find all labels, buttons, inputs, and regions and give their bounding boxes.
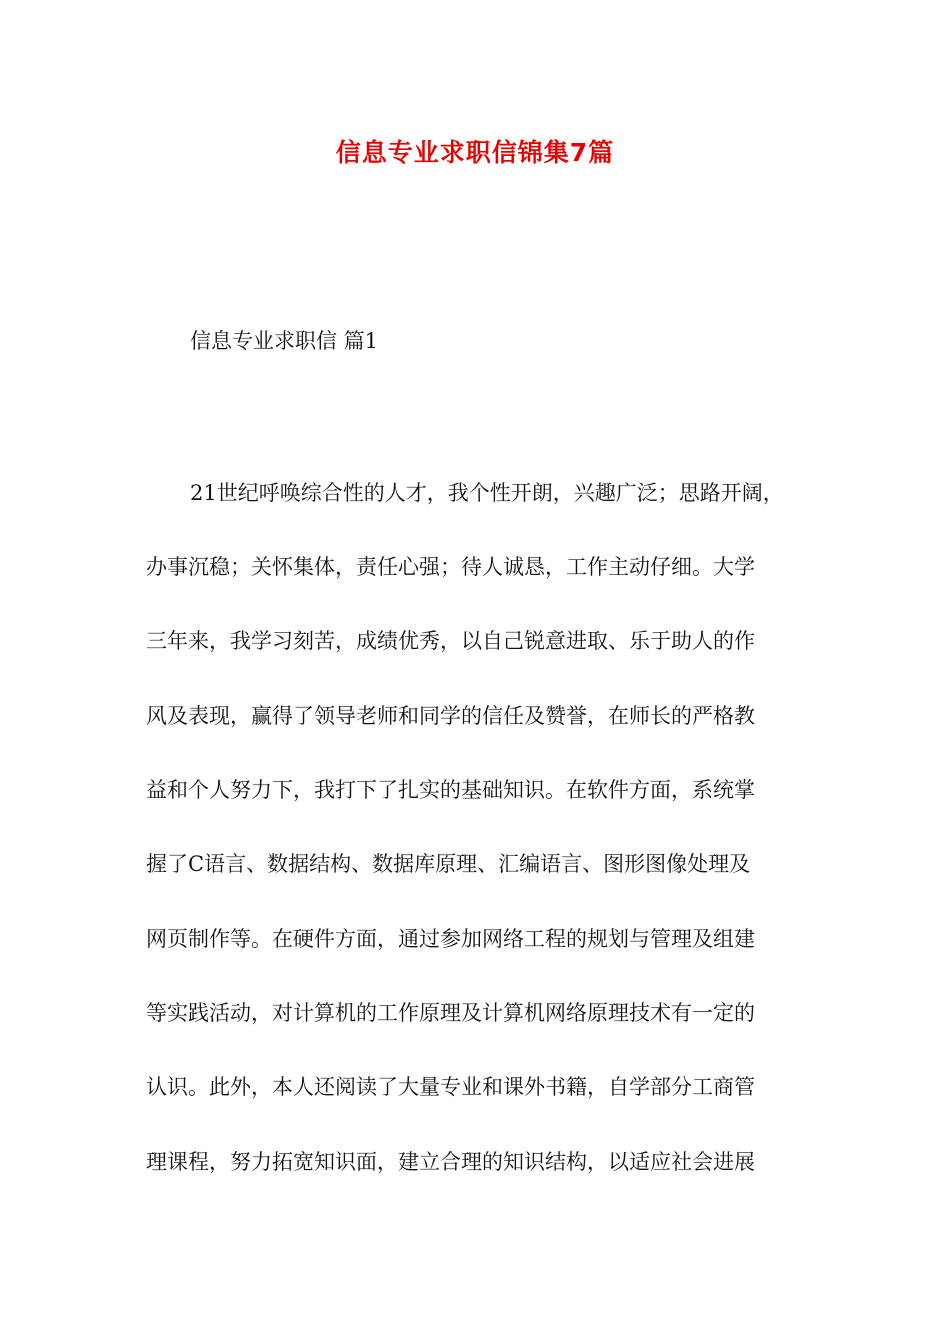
body-line: 理课程，努力拓宽知识面，建立合理的知识结构，以适应社会进展 xyxy=(146,1150,755,1174)
section-heading: 信息专业求职信 篇1 xyxy=(190,329,379,353)
body-line: 办事沉稳；关怀集体，责任心强；待人诚恳，工作主动仔细。大学 xyxy=(146,555,755,579)
body-line: 等实践活动，对计算机的工作原理及计算机网络原理技术有一定的 xyxy=(146,1001,755,1025)
body-line: 网页制作等。在硬件方面，通过参加网络工程的规划与管理及组建 xyxy=(146,927,755,951)
body-line: 认识。此外，本人还阅读了大量专业和课外书籍，自学部分工商管 xyxy=(146,1075,755,1099)
body-line: 三年来，我学习刻苦，成绩优秀，以自己锐意进取、乐于助人的作 xyxy=(146,629,755,653)
body-line: 益和个人努力下，我打下了扎实的基础知识。在软件方面，系统掌 xyxy=(146,778,755,802)
body-line: 21世纪呼唤综合性的人才，我个性开朗，兴趣广泛；思路开阔， xyxy=(190,481,784,505)
body-line: 握了C语言、数据结构、数据库原理、汇编语言、图形图像处理及 xyxy=(146,852,751,876)
body-line: 风及表现，赢得了领导老师和同学的信任及赞誉，在师长的严格教 xyxy=(146,704,755,728)
document-title: 信息专业求职信锦集7篇 xyxy=(335,138,615,167)
